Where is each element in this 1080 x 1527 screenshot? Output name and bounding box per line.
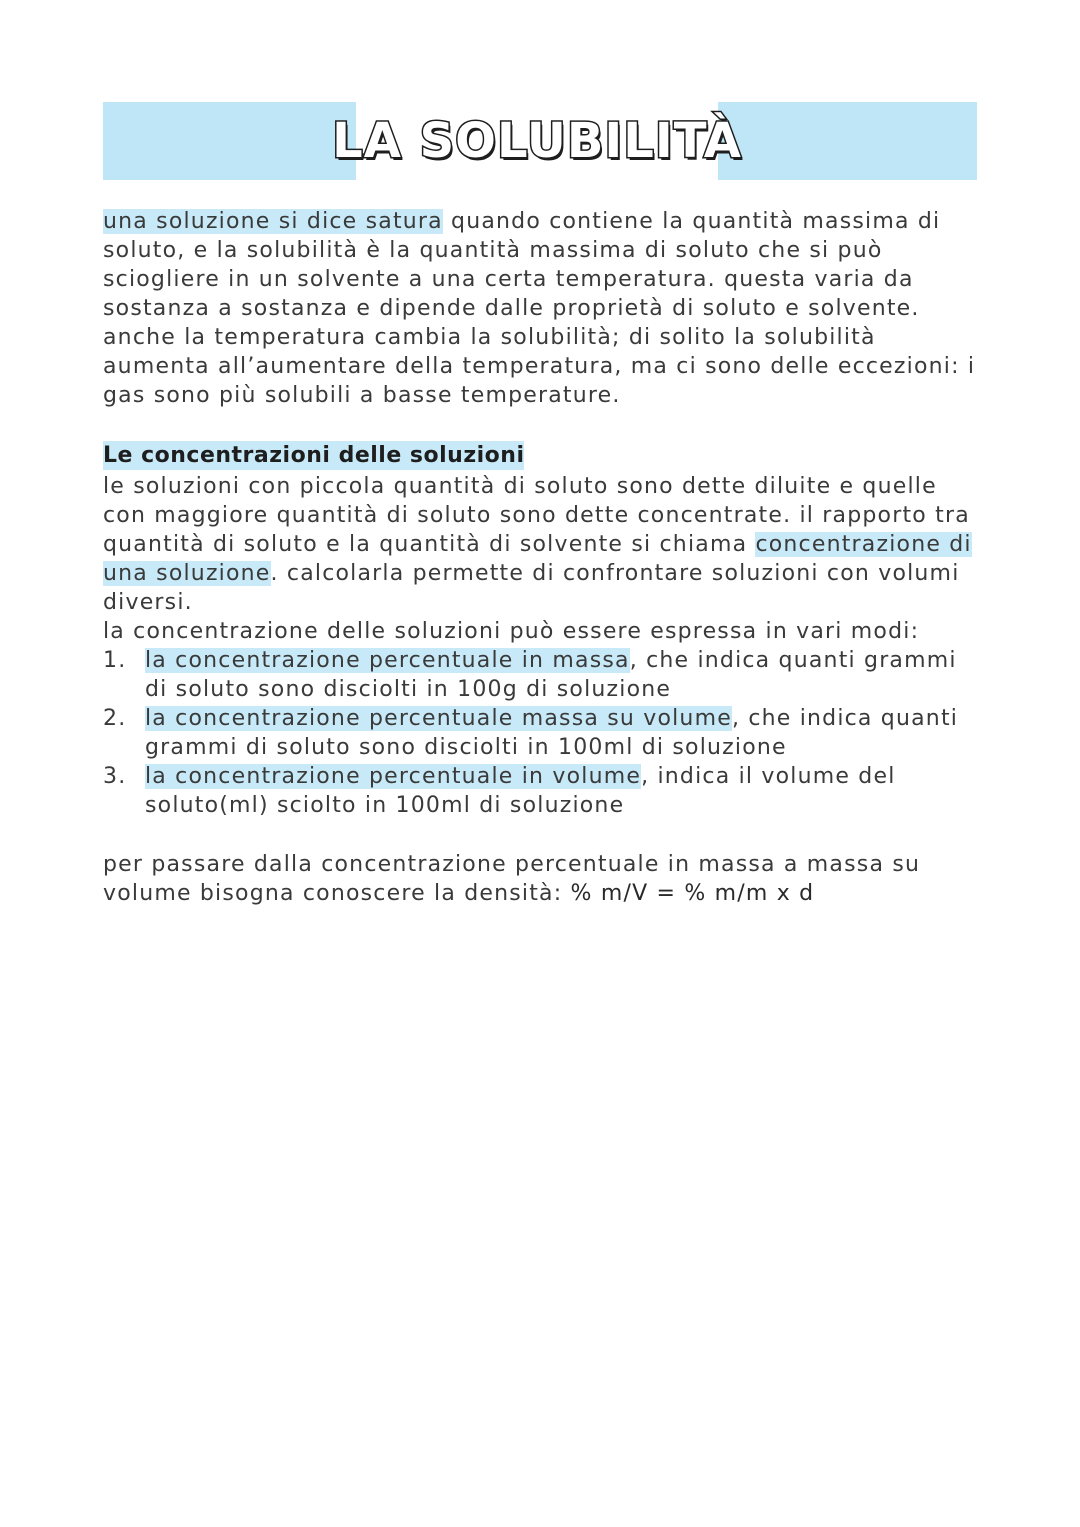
list-item-number: 2. — [103, 706, 127, 731]
list-item-highlight: la concentrazione percentuale in massa — [145, 648, 630, 673]
list-item-number: 1. — [103, 648, 127, 673]
list-item-text: , indica il volume del soluto(ml) sciolto in 100ml di soluzione — [145, 764, 896, 818]
density-formula: % m/V = % m/m x d — [570, 881, 815, 906]
page-title: LA SOLUBILITÀ — [332, 113, 742, 169]
list-item-number: 3. — [103, 764, 127, 789]
intro-text: quando contiene la quantità massima di soluto, e la solubilità è la quantità massima di soluto che si può sciogliere in un solvente a una certa temperatura. questa varia da sostanza a sostanza e dipende dalle proprietà di soluto e solvente. anche la temperatura cambia la solubilità; di solito la solubilità aumenta all’aumentare della temperatura, ma ci sono delle eccezioni: i gas sono più solubili a basse temperature. — [103, 209, 976, 408]
list-item-text: , che indica quanti grammi di soluto sono disciolti in 100g di soluzione — [145, 648, 957, 702]
list-item-highlight: la concentrazione percentuale in volume — [145, 764, 642, 789]
p1-text-after: . calcolarla permette di confrontare soluzioni con volumi diversi. — [103, 561, 960, 615]
conversion-text: per passare dalla concentrazione percentuale in massa a massa su volume bisogna conoscere la densità: — [103, 852, 921, 906]
list-item-highlight: la concentrazione percentuale massa su volume — [145, 706, 732, 731]
p1-highlight: concentrazione di una soluzione — [103, 532, 972, 586]
conversion-paragraph — [103, 850, 983, 908]
intro-paragraph — [103, 207, 983, 410]
section-paragraph-2: la concentrazione delle soluzioni può essere espressa in vari modi: — [103, 619, 920, 644]
intro-highlight: una soluzione si dice satura — [103, 209, 443, 234]
p1-text-before: le soluzioni con piccola quantità di soluto sono dette diluite e quelle con maggiore quantità di soluto sono dette concentrate. il rapporto tra quantità di soluto e la quantità di solvente si chiama — [103, 474, 970, 557]
document-body — [103, 207, 983, 908]
list-item — [103, 646, 983, 704]
concentration-list — [103, 646, 983, 820]
section-heading: Le concentrazioni delle soluzioni — [103, 443, 525, 468]
list-item — [103, 704, 983, 762]
list-item-text: , che indica quanti grammi di soluto sono disciolti in 100ml di soluzione — [145, 706, 959, 760]
title-box — [332, 102, 742, 180]
section-paragraph-1 — [103, 472, 983, 617]
list-item — [103, 762, 983, 820]
